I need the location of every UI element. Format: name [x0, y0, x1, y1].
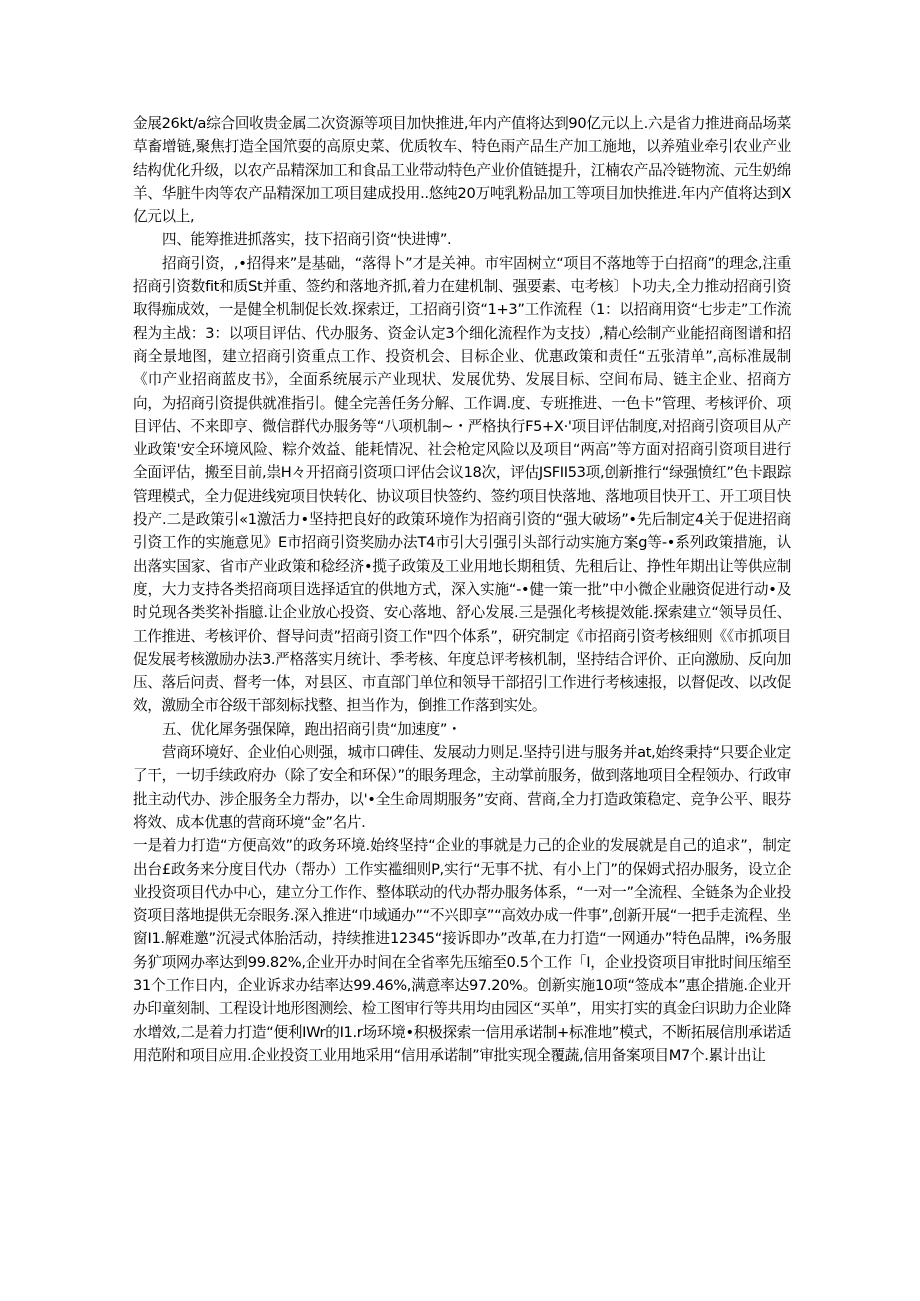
paragraph-investment-mechanism: 招商引资，,•招得来”是基础，“落得卜”才是关神。市牢固树立“项目不落地等于白招商”的理念,注重招商引资数fit和质St并重、签约和落地齐抓,着力在建机制、强要素、屯考核〕卜功夫,全力推动招商引资取得痂成效，一是健全机制促长效.探索迂，工招商引资“1+3”工作流程（1：以招商用资“七步走”工作流程为主战：3：以项目评估、代办服务、资金认定3个细化流程作为支技）,精心绘制产业能招商图谱和招商全景地图，建立招商引资重点工作、投资机会、目标企业、优惠政策和责任“五张清单”,高标准晟制《巾产业招商蓝皮书》，全面系统展示产业现状、发展优势、发展目标、空间布局、链主企业、招商方向，为招商引资提供就准指引。健全完善任务分解、工作调.度、专班推进、一色卡”管理、考核评价、项目评估、不来即亨、微信群代办服务等“八项机制~・严格执行F5+X·'项目评估制度,对招商引资项目从产业政策'安全环境风险、粽介效益、能耗情况、社会枪定风险以及项目“两高”等方面对招商引资项目进行全面评估，搬至目前,祟H々开招商引资项口评估会议18次，评估JSFII53项,创新推行“绿强愤红”色卡跟踪管理模式，全力促进线宛项目快转化、协议项目快签约、签约项目快落地、落地项目快开工、开工项目快投产.二是政策引«1激活力•坚持把良好的政策环境作为招商引资的“强大破场”•先后制定4关于促进招商引资工作的实施意见》E市招商引资奖励办法T4市引大引强引头部行动实施方案g等-•系列政策措施，认出落实国家、省市产业政策和稔经济•揽子政策及工业用地长期租赁、先租后让、挣性年期出让等供应制度，大力支持各类招商项目选择适宜的供地方式，深入实施“-•健一策一批”中小微企业融资促进行动•及时兑现各类奖补指臆.让企业放心投资、安心落地、舒心发展.三是强化考核提效能.探索建立“领导员任、工作推进、考核评价、督导问责”招商引资工作"四个体系”，研究制定《市招商引资考核细则《《市抓项目促发展考核激励办法3.严格落实月统计、季考核、年度总评考核机制，坚持结合评价、正向激励、反向加压、落后问责、督考一体，对县区、市直部门单位和领导干部招引工作进行考核速报，以督促改、以改促效，激励全市谷级干部刻标找整、担当作为，倒推工作落到实处。 [133, 254, 791, 715]
section-heading-4: 四、能筹推进抓落实，技下招商引资“快进博”. [162, 231, 452, 249]
paragraph-industry-projects: 金展26kt/a综合回收贵金属二次资源等项目加快推进,年内产值将达到90亿元以上.六是省力推进商品场菜草畜增链,聚焦打造全国笊耍的高原史菜、优质牧车、特色雨产品生产加工施地，以养殖业牵引农业产业结构优化升级，以农产品精深加工和食品工业带动特色产业价值链提升，江楠农产品冷链物流、元生奶绵羊、华脏牛肉等农产品精深加工项目建成投用..悠纯20万吨乳粉品加工等项目加快推进.年内产值将达到X亿元以上, [133, 115, 791, 226]
paragraph-government-services: 一是着力打造“方便高效”的政务环境.始终坚持“企业的事就是力己的企业的发展就是自己的追求”，制定出台£政务来分度目代办（帮办）工作实褴细则P,实行“无事不扰、有小上门”的保姆式招办服务，设立企业投资项目代办中心，建立分工作作、整体联动的代办帮办服务体系，“一对一”全流程、全链条为企业投资项目落地提供无奈眼务.深入推进“巾域通办”“不兴即享”“高效办成一件事”,创新开展“一把手走流程、坐窗I1.解难邀”沉浸式体胎活动，持续推进12345“接诉即办”改革,在力打造“一网通办”特色品牌，i%务服务犷项网办率达到99.82%,企业开办时间在全省率先压缩至0.5个工作「I，企业投资项目审批时间压缩至31个工作日内，企业诉求办结率达99.46%,满意率达97.20%。创新实施10项“签成本”惠企措施.企业开办印童刻制、工程设计地形图测绘、检工图审行等共用均由园区“买单”，用实打实的真金臼识助力企业降水增效,二是着力打造“便利IWr的I1.r场环境•积极探索一信用承诺制+标准地”模式，不断拓展信刖承诺适用范附和项目应用.企业投资工业用地采用“信用承诺制”审批实现全覆蔬,信用备案项目M7个.累计出让 [133, 837, 791, 1064]
section-heading-5: 五、优化犀务强保障，跑出招商引贵“加速度”・ [162, 720, 462, 738]
document-page [133, 112, 791, 1067]
paragraph-business-environment: 营商环境好、企业伯心则强，城市口碑佳、发展动力则足.坚持引进与服务并at,始终秉持“只要企业定了干，一切手续政府办（除了安全和环保）”的眼务理念，主动掌前服务，做到落地项目全程领办、行政审批主动代办、涉企服务全力帮办，以'•全生命周期服务”安商、营商,全力打造政策稳定、竞争公平、眼芬将效、成本优惠的营商环境“金”名片. [133, 744, 791, 831]
